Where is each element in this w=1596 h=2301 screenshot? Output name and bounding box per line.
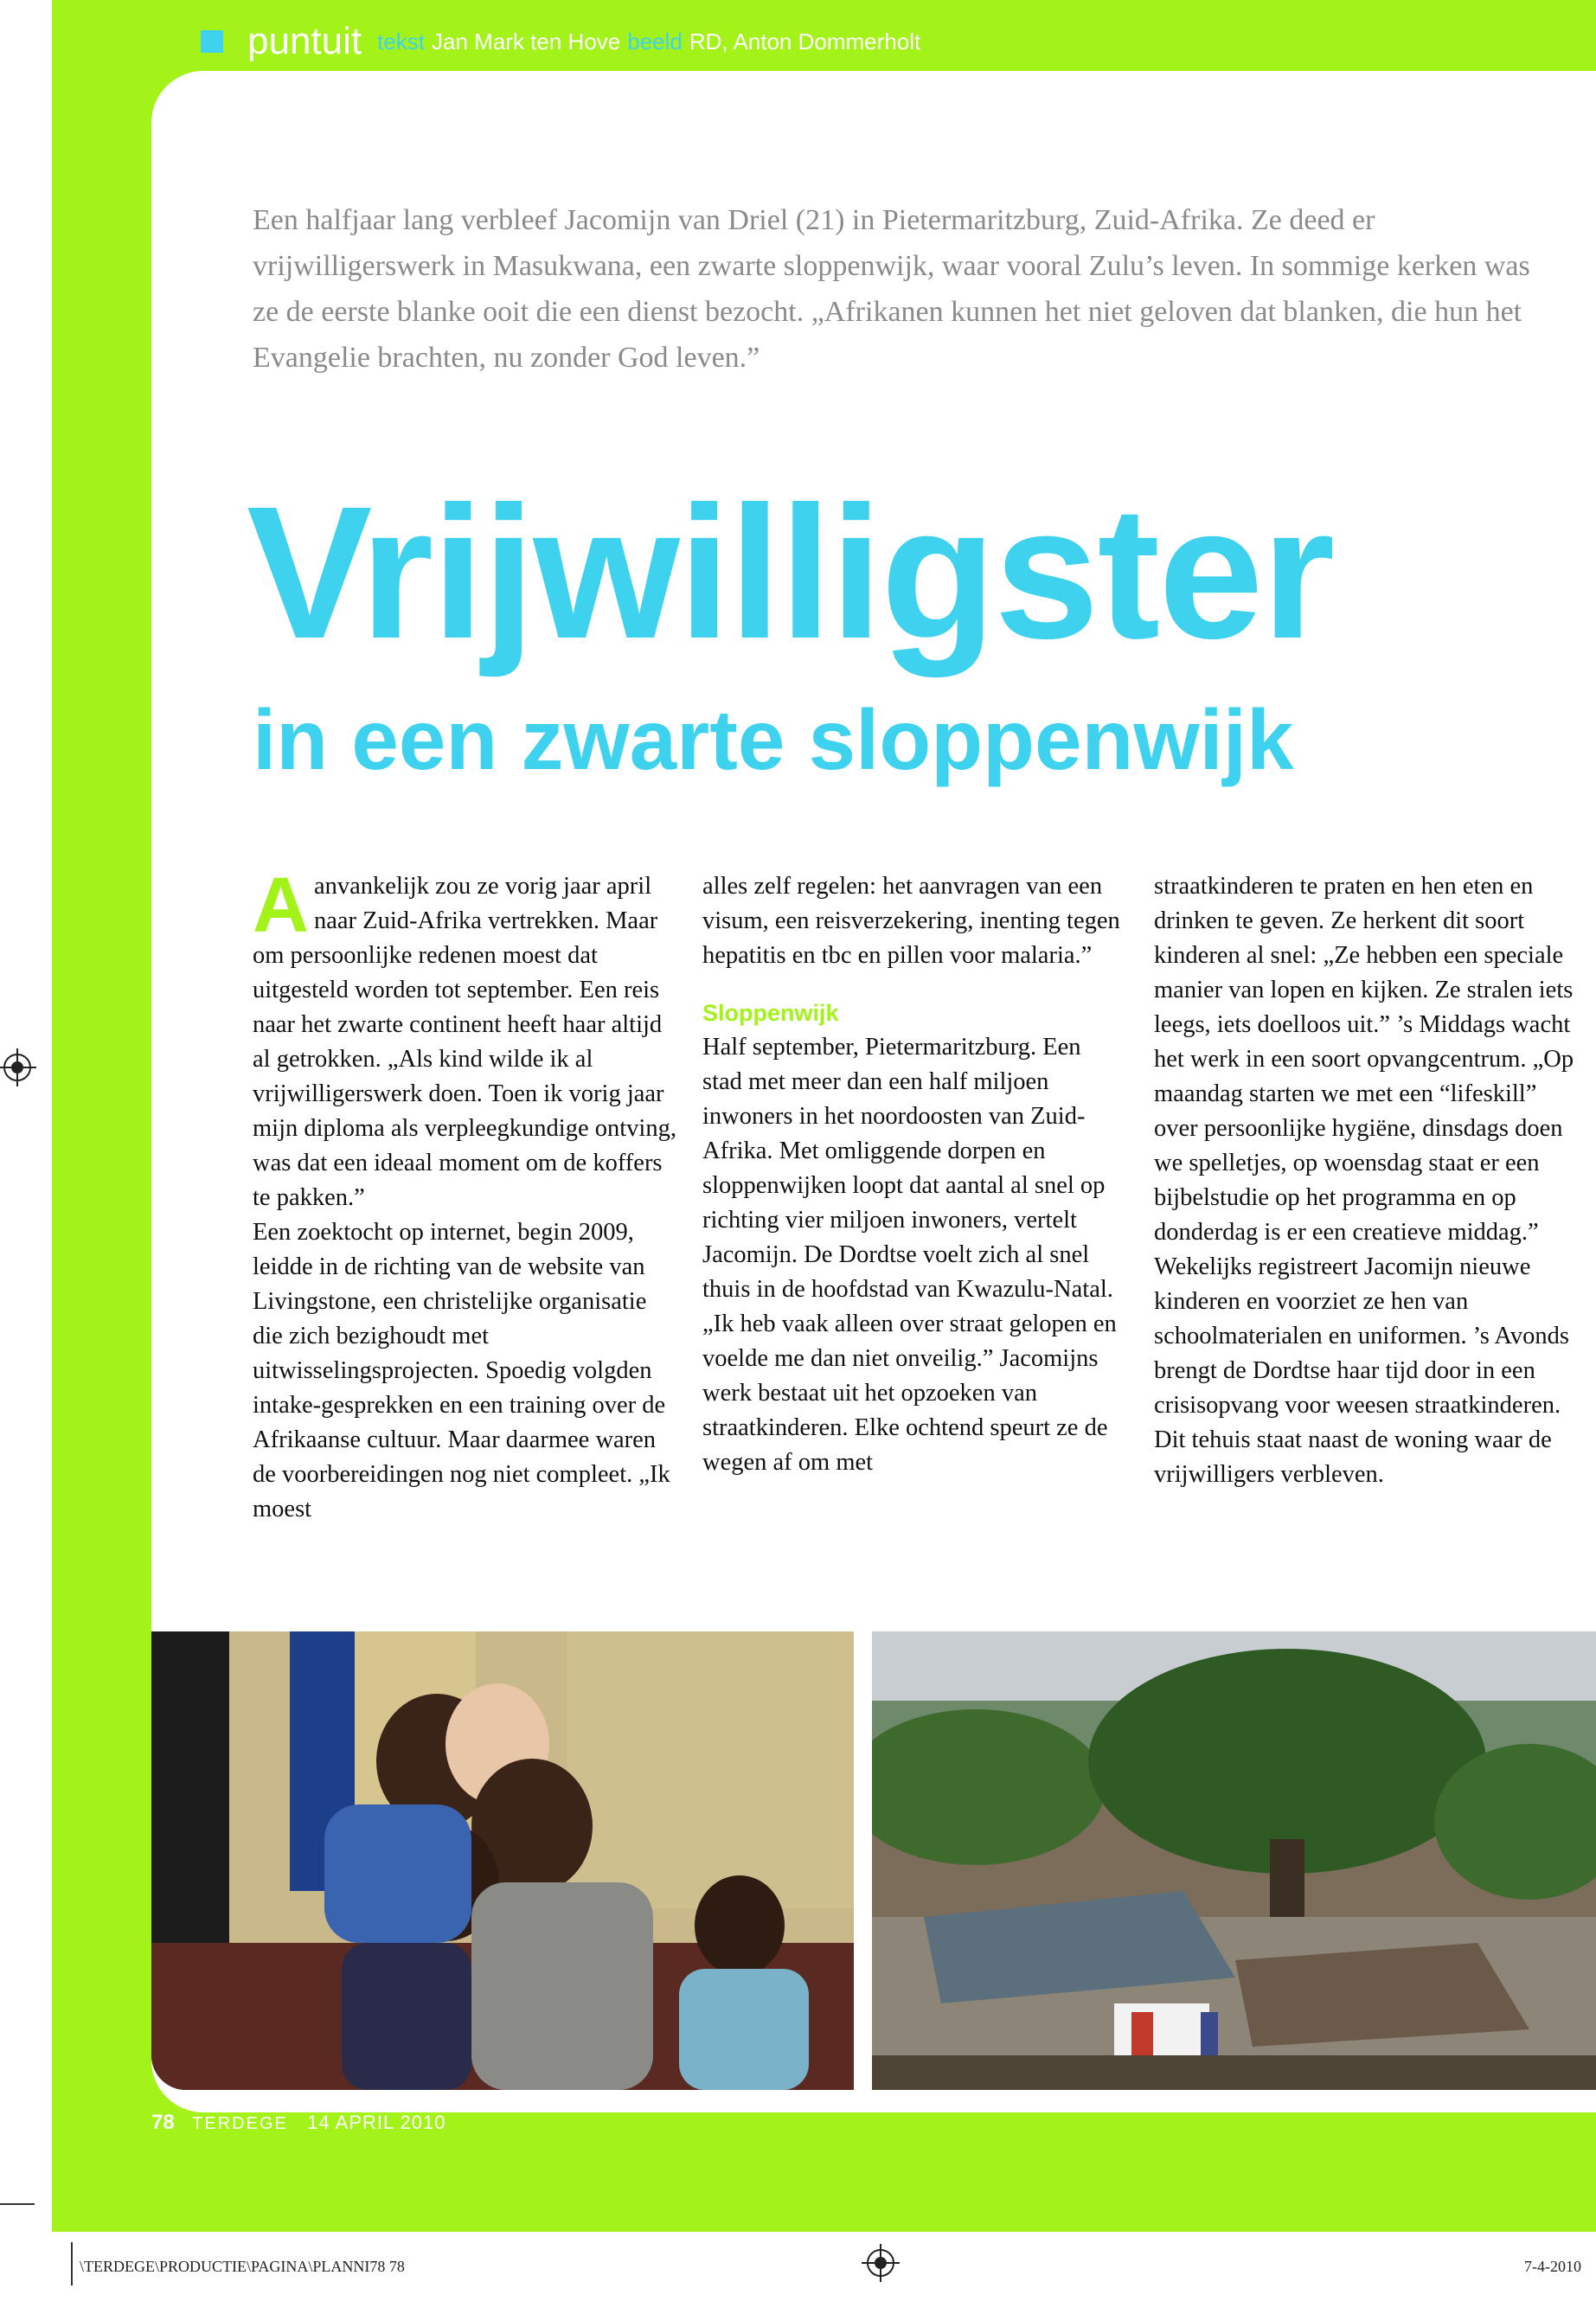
print-slug-path: \TERDEGE\PRODUCTIE\PAGINA\PLANNI78 78 (80, 2258, 405, 2275)
body-paragraph: straatkinderen te praten en hen eten en drinken te geven. Ze herkent dit soort kinderen al snel: „Ze hebben een speciale manier van lopen en kijken. Ze stralen iets leegs, iets doelloos uit.” ’s Middags wacht het werk in een soort opvangcentrum. „Op maandag starten we met een “lifeskill” over persoonlijke hygiëne, dinsdags doen we spelletjes, op woensdag staat er een bijbelstudie op het programma en op donderdag is er een creatieve middag.” Wekelijks registreert Jacomijn nieuwe kinderen en voorziet ze hen van schoolmaterialen en uniformen. ’s Avonds brengt de Dordtse haar tijd door in een crisisopvang voor weesen straatkinderen. Dit tehuis staat naast de woning waar de vrijwilligers verbleven. (1154, 873, 1574, 1488)
print-slug-date: 7-4-2010 (1524, 2258, 1581, 2275)
section-subhead: Sloppenwijk (702, 1000, 839, 1026)
magazine-name: TERDEGE (192, 2114, 288, 2133)
article-subtitle: in een zwarte sloppenwijk (253, 692, 1294, 787)
photo-children (151, 1631, 854, 2090)
drop-cap: A (253, 862, 309, 949)
body-column-3 (1154, 869, 1578, 1492)
rubric-label: puntuit (247, 20, 362, 62)
body-paragraph: anvankelijk zou ze vorig jaar april naar Zuid-Afrika vertrekken. Maar om persoonlijke redenen moest dat uitgesteld worden tot september. Een reis naar het zwarte continent heeft haar altijd al getrokken. „Als kind wilde ik al vrijwilligerswerk doen. Toen ik vorig jaar mijn diploma als verpleegkundige ontving, was dat een ideaal moment om de koffers te pakken.” (253, 873, 676, 1211)
body-paragraph: alles zelf regelen: het aanvragen van een visum, een reisverzekering, inenting tegen hepatitis en tbc en pillen voor malaria.” (702, 873, 1120, 969)
registration-mark-icon (867, 2249, 894, 2277)
cyan-square-bullet (201, 30, 223, 53)
body-paragraph: Half september, Pietermaritzburg. Een stad met meer dan een half miljoen inwoners in het noordoosten van Zuid-Afrika. Met omliggende dorpen en sloppenwijken loopt dat aantal al snel op richting vier miljoen inwoners, vertelt Jacomijn. De Dordtse voelt zich al snel thuis in de hoofdstad van Kwazulu-Natal. „Ik heb vaak alleen over straat gelopen en voelde me dan niet onveilig.” Jacomijns werk bestaat uit het opzoeken van straatkinderen. Elke ochtend speurt ze de wegen af om met (702, 1034, 1117, 1476)
photo-slum (872, 1631, 1596, 2090)
registration-mark-icon (3, 1054, 31, 1081)
crop-mark (0, 2203, 35, 2205)
text-credit-label: tekst (377, 28, 426, 54)
body-paragraph: Een zoektocht op internet, begin 2009, leidde in de richting van de website van Livingstone, een christelijke organisatie die zich bezighoudt met uitwisselingsprojecten. Spoedig volgden intake-gesprekken en een training over de Afrikaanse cultuur. Maar daarmee waren de voorbereidingen nog niet compleet. „Ik moest (253, 1219, 670, 1522)
issue-date: 14 APRIL 2010 (307, 2112, 446, 2133)
body-column-2 (702, 869, 1126, 1480)
page-footer (151, 2111, 446, 2135)
author-name: Jan Mark ten Hove (432, 28, 621, 54)
body-column-1 (253, 862, 676, 1527)
photographer-name: RD, Anton Dommerholt (689, 28, 921, 54)
crop-mark (71, 2242, 73, 2285)
article-header (201, 16, 927, 67)
intro-paragraph: Een halfjaar lang verbleef Jacomijn van Driel (21) in Pietermaritzburg, Zuid-Afrika. Ze deed er vrijwilligerswerk in Masukwana, een zwarte sloppenwijk, waar vooral Zulu’s leven. In sommige kerken was ze de eerste blanke ooit die een dienst bezocht. „Afrikanen kunnen het niet geloven dat blanken, die hun het Evangelie brachten, nu zonder God leven.” (253, 204, 1530, 374)
page-number: 78 (151, 2111, 175, 2134)
image-credit-label: beeld (627, 28, 683, 54)
article-title: Vrijwilligster (247, 468, 1334, 678)
